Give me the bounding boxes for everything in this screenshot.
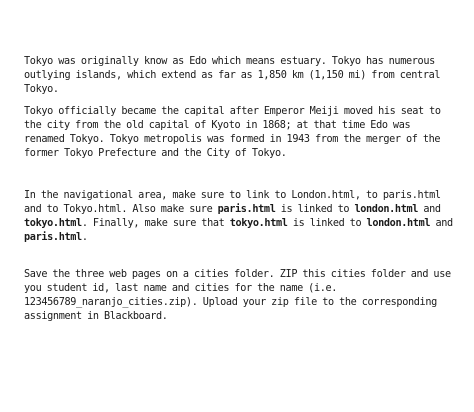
instruction-text: is linked to [275, 204, 355, 215]
filename-london: london.html [354, 204, 419, 215]
instruction-text: . Finally, make sure that [81, 218, 230, 229]
instruction-text: and [430, 218, 453, 229]
instruction-text: . [81, 232, 88, 243]
instruction-text: and [418, 204, 441, 215]
filename-paris: paris.html [217, 204, 276, 215]
filename-tokyo: tokyo.html [229, 218, 288, 229]
document-body [24, 55, 454, 324]
filename-tokyo: tokyo.html [24, 218, 82, 229]
filename-paris: paris.html [24, 232, 82, 243]
instruction-text: is linked to [287, 218, 367, 229]
paragraph-capital-history: Tokyo officially became the capital after Emperor Meiji moved his seat to the city from the old capital of Kyoto in 1868; at that time Edo was renamed Tokyo. Tokyo metropolis was formed in 1943 from the merger of the former Tokyo Prefecture and the City of Tokyo. [24, 106, 441, 159]
filename-london: london.html [366, 218, 431, 229]
paragraph-submission-instructions: Save the three web pages on a cities folder. ZIP this cities folder and use you student id, last name and cities for the name (i.e. 123456789_naranjo_cities.zip). Upload your zip file to the corresponding assignment in Blackboard. [24, 269, 451, 322]
instruction-text: In the navigational area, make sure to link to London.html, to paris.html and to Tokyo.html. Also make sure [24, 190, 441, 215]
paragraph-edo-history: Tokyo was originally know as Edo which means estuary. Tokyo has numerous outlying islands, which extend as far as 1,850 km (1,150 mi) from central Tokyo. [24, 56, 441, 95]
paragraph-navigation-instructions [24, 189, 454, 245]
